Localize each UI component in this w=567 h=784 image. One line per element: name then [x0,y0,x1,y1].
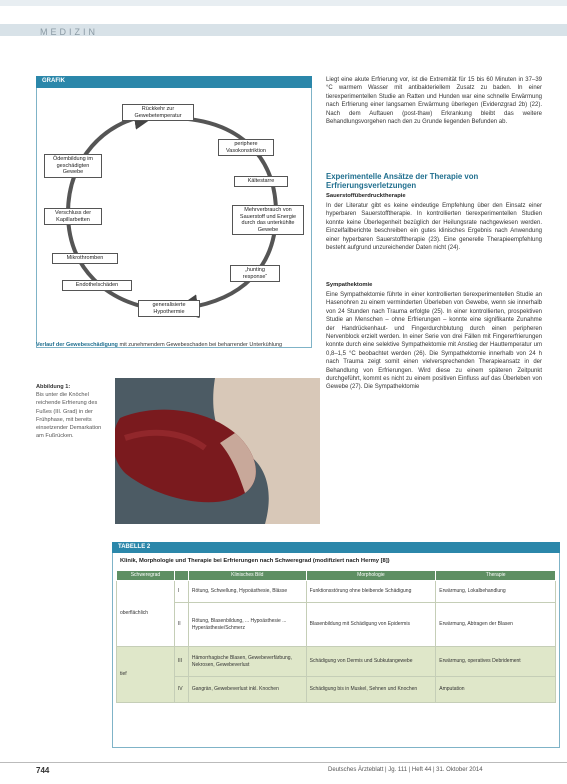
table-row [117,581,556,603]
node-mehrverbrauch: Mehrverbrauch von Sauerstoff und Energie durch das unterkühlte Gewebe [232,205,304,235]
row-grade: II [174,603,188,647]
diagram-caption-bold: Verlauf der Gewebeschädigung [36,342,118,348]
col-header-clinic: Klinisches Bild [188,571,306,581]
row-morph: Blasenbildung mit Schädigung von Epidermis [306,603,436,647]
row-therapy: Amputation [436,677,556,703]
section-label: MEDIZIN [40,27,98,37]
row-clinic: Rötung, Schwellung, Hypoästhesie, Blässe [188,581,306,603]
diagram-caption-text: mit zunehmendem Gewebeschaden bei beharrender Unterkühlung [117,342,283,348]
header-rule [0,0,567,6]
table-header-bar [112,542,560,553]
col-header-grade: Schweregrad [117,571,175,581]
sympathectomy-paragraph: Eine Sympathektomie führte in einer kontrollierten tierexperimentellen Studie an Hasenohren zu einem verminderten Überleben von Gewebe, wenn sie innerhalb von 24 Stunden nach Trauma erfolgte (25). In einer kontrollierten, prospektiven Studie an Menschen – ohne Erfrierungen – konnte eine signifikante Zunahme der Handrückenhaut- und Fingerdurchblutung durch einen peripheren Nervenblock erzielt werden. In einer Serie von drei Fällen mit Fingererfrierungen konnte durch eine selektive Sympathektomie mit Anstieg der Hauttemperatur um 0,8–1,5 °C beobachtet werden (26). Die Sympathektomie innerhalb von 24 h nach Trauma zeigt somit einen vielversprechenden Therapieansatz in der Behandlung von Erfrierungen. Wird diese zu einem späteren Zeitpunkt durchgeführt, kommt es nicht zu einem positiven Einfluss auf das Überleben von Gewebe (27). Die Sympathektomie [326,292,542,391]
group-superficial: oberflächlich [117,581,175,647]
footer-rule [0,762,567,763]
diagram-header [36,76,312,88]
figure-label: Abbildung 1: [36,384,71,390]
row-clinic: Gangrän, Gewebeverlust inkl. Knochen [188,677,306,703]
table-header-row [117,571,556,581]
row-morph: Schädigung bis in Muskel, Sehnen und Knochen [306,677,436,703]
node-kaeltestarre: Kältestarre [234,176,288,187]
node-zellschaeden: Endothelschäden [62,280,132,291]
frostbite-photo [115,378,320,524]
node-oedem: Ödembildung im geschädigten Gewebe [44,154,102,178]
col-header-morph: Morphologie [306,571,436,581]
page-number: 744 [36,766,50,775]
diagram-tag: GRAFIK [42,78,65,84]
node-kapillaren: Verschluss der Kapillarbetten [44,208,102,225]
node-vasokonstriktion: periphere Vasokonstriktion [218,139,274,156]
row-grade: I [174,581,188,603]
row-grade: IV [174,677,188,703]
row-morph: Schädigung von Dermis und Subkutangewebe [306,647,436,677]
hbo-paragraph: In der Literatur gibt es keine eindeutige Empfehlung über den Einsatz einer hyperbaren Sauerstofftherapie. In kontrollierten tierexperimentellen Studien konnte keine Überlegenheit bezüglich der Heilungsrate nachgewiesen werden. Einzelfallberichte beschreiben ein gutes klinisches Ergebnis nach Anwendung einer hyperbaren Sauerstofftherapie (23). Eine generelle Therapieempfehlung besteht aufgrund unzureichender Daten nicht (24). [326,203,542,252]
node-mikrothromben: Mikrothromben [52,253,118,264]
table-row [117,647,556,677]
footer-journal: Deutsches Ärzteblatt | Jg. 111 | Heft 44 | 31. Oktober 2014 [328,767,483,773]
table-title: Klinik, Morphologie und Therapie bei Erfrierungen nach Schweregrad (modifiziert nach Hermy [8]) [120,558,390,564]
row-clinic: Rötung, Blasenbildung, ... Hypoästhesie ... Hyperästhesie/Schmerz [188,603,306,647]
row-grade: III [174,647,188,677]
sympathectomy-heading: Sympathektomie [326,282,373,288]
row-therapy: Erwärmung, operatives Debridement [436,647,556,677]
group-deep: tief [117,647,175,703]
node-hunting: „hunting response“ [230,265,280,282]
photo-illustration [115,378,320,524]
row-therapy: Erwärmung, Lokalbehandlung [436,581,556,603]
intro-paragraph: Liegt eine akute Erfrierung vor, ist die Extremität für 15 bis 60 Minuten in 37–39 °C warmem Wasser mit antibakteriellem Zusatz zu baden. In einer tierexperimentellen Studie an Ratten und Hunden war eine schnelle Erwärmung nach Erfrierung einer langsamen Erwärmung überlegen (Evidenzgrad 2b) (22). Nach dem Auftauen (post-thaw) Erkrankung bleibt das weitere Behandlungsvorgehen nach den zu Grunde liegenden Befunden ab. [326,77,542,126]
row-morph: Funktionsstörung ohne bleibende Schädigung [306,581,436,603]
col-header-therapy: Therapie [436,571,556,581]
table-row [117,677,556,703]
row-therapy: Erwärmung, Abtragen der Blasen [436,603,556,647]
row-clinic: Hämorrhagische Blasen, Gewebeverfärbung, Nekrosen, Gewebeverlust [188,647,306,677]
node-rueckkehr: Rückkehr zur Gewebetemperatur [122,104,194,121]
table-tag: TABELLE 2 [118,544,151,550]
frostbite-table [116,570,556,703]
figure-caption [36,383,106,440]
figure-text: Bis unter die Knöchel reichende Erfrierung des Fußes (III. Grad) in der Frühphase, mit bereits einsetzender Demarkation am Fußrücken. [36,392,102,440]
diagram-caption [36,342,336,348]
hbo-heading: Sauerstoffüberdrucktherapie [326,193,406,199]
col-header-roman [174,571,188,581]
table-row [117,603,556,647]
experimental-heading: Experimentelle Ansätze der Therapie von Erfrierungsverletzungen [326,172,479,190]
node-hypothermie: generalisierte Hypothermie [138,300,200,317]
